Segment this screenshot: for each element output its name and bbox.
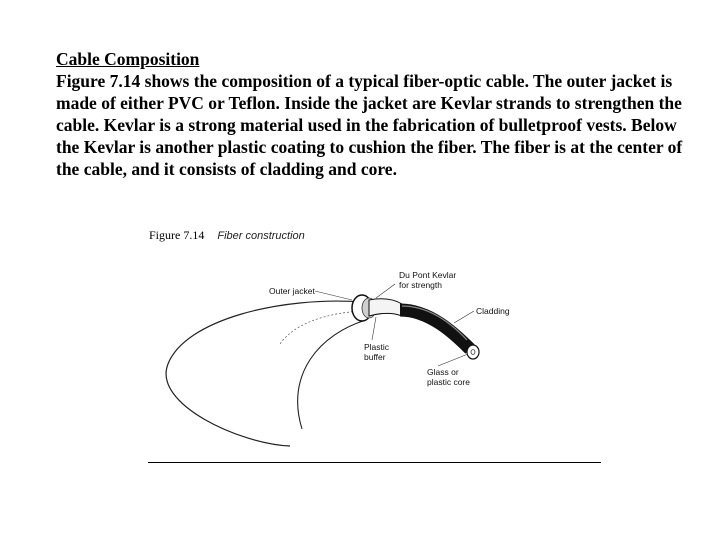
leader-kevlar xyxy=(376,284,395,298)
kevlar-strand-short xyxy=(280,311,361,344)
leader-core xyxy=(438,354,468,366)
figure-bottom-rule xyxy=(148,462,601,463)
label-kevlar-line2: for strength xyxy=(399,280,442,290)
outer-jacket-strand xyxy=(166,301,363,446)
label-kevlar xyxy=(399,270,456,290)
body-paragraph: Figure 7.14 shows the composition of a typical fiber-optic cable. The outer jacket is made of either PVC or Teflon. Inside the jacket are Kevlar strands to strengthen the cable. Kevlar is a strong material used in the fabrication of bulletproof vests. Below the Kevlar is another plastic coating to cushion the fiber. The fiber is at the center of the cable, and it consists of cladding and core. xyxy=(56,71,683,179)
figure-title: Fiber construction xyxy=(217,230,305,242)
kevlar-strand xyxy=(298,320,366,429)
figure-number: Figure 7.14 xyxy=(149,228,205,242)
leader-cladding xyxy=(454,311,474,323)
slide-text-block xyxy=(56,48,686,180)
cladding-fiber xyxy=(400,310,470,349)
label-outer-jacket: Outer jacket xyxy=(269,286,315,296)
label-core-line2: plastic core xyxy=(427,377,470,387)
leader-buffer xyxy=(372,317,376,340)
fiber-construction-figure xyxy=(140,224,610,469)
label-core-line1: Glass or xyxy=(427,367,459,377)
label-kevlar-line1: Du Pont Kevlar xyxy=(399,270,457,280)
label-buffer-line1: Plastic xyxy=(364,342,390,352)
plastic-buffer xyxy=(369,299,402,316)
label-core xyxy=(427,367,470,387)
section-heading: Cable Composition xyxy=(56,49,200,69)
label-plastic-buffer xyxy=(364,342,389,362)
leader-outer-jacket xyxy=(315,291,352,300)
label-cladding: Cladding xyxy=(476,306,510,316)
glass-core xyxy=(471,350,475,355)
label-buffer-line2: buffer xyxy=(364,352,386,362)
